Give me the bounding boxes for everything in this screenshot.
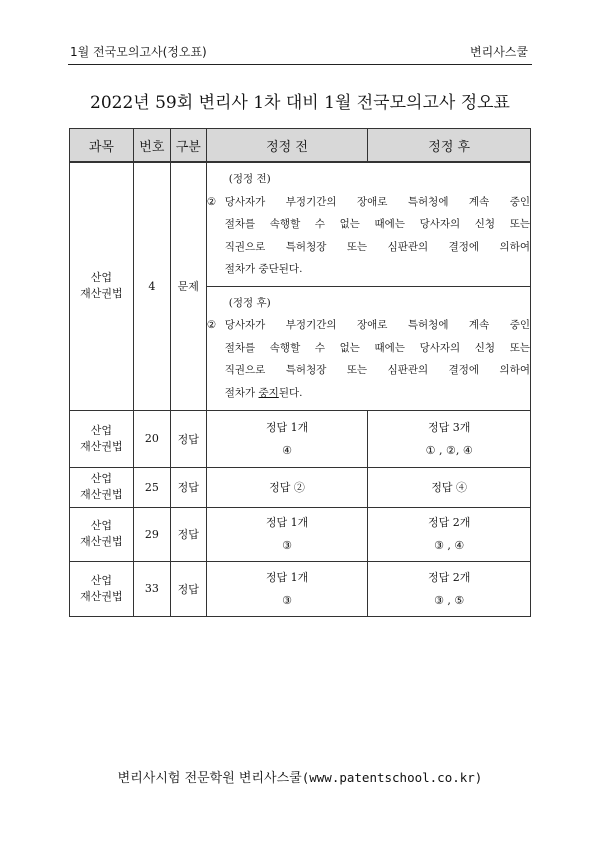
before-answer-choices: ④ [282, 443, 292, 457]
type-cell: 문제 [170, 162, 206, 410]
table-row [70, 410, 531, 467]
table-row [70, 162, 531, 286]
type-cell: 정답 [170, 410, 206, 467]
number-cell: 25 [133, 467, 170, 507]
after-text-line-last [207, 382, 530, 405]
type-cell: 정답 [170, 467, 206, 507]
after-correction-block [206, 286, 530, 410]
before-text-line: 당사자가 부정기간의 장애로 특허청에 계속 중인 [224, 195, 530, 208]
before-answer-count: 정답 1개 [265, 570, 309, 584]
subject-line-2: 재산권법 [80, 589, 123, 603]
subject-cell [70, 162, 134, 410]
number-cell: 33 [133, 561, 170, 616]
footer-website-url: (www.patentschool.co.kr) [301, 770, 483, 785]
subject-line-1: 산업 [90, 423, 113, 437]
after-answer-choices: ③ , ⑤ [434, 593, 465, 607]
choice-marker: ② [206, 319, 217, 332]
subject-cell [70, 507, 134, 561]
col-header-after: 정정 후 [368, 129, 531, 163]
col-header-subject: 과목 [70, 129, 134, 163]
table-row [70, 561, 531, 616]
before-answer-count: 정답 1개 [265, 516, 309, 529]
col-header-number: 번호 [133, 129, 170, 163]
before-correction-block [206, 162, 530, 286]
subject-cell [70, 410, 134, 467]
after-answer: 정답 ④ [431, 480, 468, 494]
type-cell: 정답 [170, 507, 206, 561]
subject-line-1: 산업 [90, 472, 113, 485]
subject-line-1: 산업 [90, 271, 113, 285]
subject-line-1: 산업 [90, 519, 113, 532]
subject-cell [70, 467, 134, 507]
after-underlined-word: 중지 [258, 386, 279, 399]
after-text-line: 당사자가 부정기간의 장애로 특허청에 계속 중인 [224, 319, 530, 332]
after-label: (정정 후) [228, 296, 271, 309]
table-row [70, 507, 531, 561]
before-answer-choices: ③ [282, 539, 292, 552]
after-answer-count: 정답 2개 [427, 516, 471, 529]
before-cell [206, 561, 368, 616]
after-cell [368, 410, 531, 467]
header-left-title: 1월 전국모의고사(정오표) [70, 45, 207, 59]
header-divider [68, 64, 532, 65]
after-answer-choices: ③ , ④ [434, 539, 465, 552]
after-last-suffix: 된다. [278, 386, 303, 399]
subject-cell [70, 561, 134, 616]
subject-line-2: 재산권법 [80, 439, 123, 453]
before-answer-choices: ③ [282, 593, 292, 607]
before-text-line: 절차를 속행할 수 없는 때에는 당사자의 신청 또는 [224, 218, 530, 230]
col-header-before: 정정 전 [206, 129, 368, 163]
page-title: 2022년 59회 변리사 1차 대비 1월 전국모의고사 정오표 [90, 93, 510, 113]
subject-line-1: 산업 [90, 573, 113, 587]
subject-line-2: 재산권법 [80, 287, 123, 301]
number-cell: 29 [133, 507, 170, 561]
after-text-line: 직권으로 특허청장 또는 심판관의 결정에 의하여 [224, 364, 530, 377]
table-header-row [70, 129, 531, 163]
after-cell [368, 507, 531, 561]
before-text-line: 절차가 중단된다. [224, 263, 303, 275]
after-cell [368, 467, 531, 507]
number-cell: 4 [133, 162, 170, 410]
errata-table [69, 128, 531, 617]
subject-line-2: 재산권법 [80, 488, 123, 501]
before-text-line: 직권으로 특허청장 또는 심판관의 결정에 의하여 [224, 240, 530, 253]
after-answer-count: 정답 3개 [427, 420, 471, 434]
page-footer [0, 767, 600, 786]
choice-marker: ② [206, 195, 217, 208]
col-header-type: 구분 [170, 129, 206, 163]
type-cell: 정답 [170, 561, 206, 616]
before-label: (정정 전) [228, 173, 271, 185]
after-text-line: 절차를 속행할 수 없는 때에는 당사자의 신청 또는 [224, 341, 530, 354]
after-answer-choices: ① , ②, ④ [425, 443, 473, 457]
subject-line-2: 재산권법 [80, 535, 123, 548]
table-row [70, 467, 531, 507]
header-right-brand: 변리사스쿨 [470, 45, 528, 59]
before-answer: 정답 ② [269, 480, 305, 494]
before-answer-count: 정답 1개 [265, 420, 309, 434]
after-last-prefix: 절차가 [224, 386, 259, 399]
after-cell [368, 561, 531, 616]
before-cell [206, 507, 368, 561]
footer-academy-name: 변리사시험 전문학원 변리사스쿨 [117, 771, 302, 786]
before-cell [206, 410, 368, 467]
after-answer-count: 정답 2개 [427, 570, 471, 584]
before-cell [206, 467, 368, 507]
number-cell: 20 [133, 410, 170, 467]
